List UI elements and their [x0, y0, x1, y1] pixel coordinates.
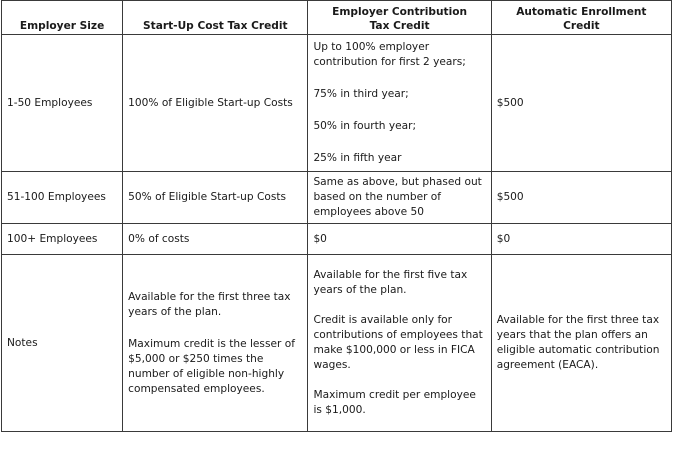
header-startup-credit: Start-Up Cost Tax Credit	[123, 1, 308, 35]
cell-startup-notes	[123, 255, 308, 432]
cell-auto-enrollment: $500	[491, 172, 671, 224]
cell-employer-size: 1-50 Employees	[2, 35, 123, 172]
header-employer-contribution-credit: Employer Contribution Tax Credit	[308, 1, 491, 35]
cell-auto-enrollment: $0	[491, 224, 671, 255]
note-line: Maximum credit is the lesser of $5,000 or $250 times the number of eligible non-highly compensated employees.	[128, 337, 295, 395]
note-line: Available for the first five tax years of the plan.	[313, 269, 468, 296]
table-row	[2, 255, 672, 432]
contribution-line: 50% in fourth year;	[313, 120, 417, 132]
table-row	[2, 35, 672, 172]
cell-notes-label: Notes	[2, 255, 123, 432]
cell-startup-credit: 0% of costs	[123, 224, 308, 255]
cell-startup-credit: 100% of Eligible Start-up Costs	[123, 35, 308, 172]
contribution-line: Up to 100% employer contribution for first 2 years;	[313, 41, 466, 68]
contribution-line: 75% in third year;	[313, 88, 409, 100]
cell-employer-size: 100+ Employees	[2, 224, 123, 255]
cell-employer-size: 51-100 Employees	[2, 172, 123, 224]
header-auto-enrollment-credit: Automatic Enrollment Credit	[491, 1, 671, 35]
cell-contribution-notes	[308, 255, 491, 432]
cell-contribution-credit	[308, 35, 491, 172]
note-line: Available for the first three tax years of the plan.	[128, 290, 291, 318]
cell-auto-enrollment: $500	[491, 35, 671, 172]
cell-startup-credit: 50% of Eligible Start-up Costs	[123, 172, 308, 224]
header-employer-size: Employer Size	[2, 1, 123, 35]
cell-auto-enrollment-notes: Available for the first three tax years that the plan offers an eligible automatic contribution agreement (EACA).	[491, 255, 671, 432]
contribution-line: 25% in fifth year	[313, 152, 402, 164]
note-line: Credit is available only for contributions of employees that make $100,000 or less in FICA wages.	[313, 314, 483, 371]
note-line: Maximum credit per employee is $1,000.	[313, 389, 476, 416]
cell-contribution-credit: $0	[308, 224, 491, 255]
table-row	[2, 172, 672, 224]
header-row	[2, 1, 672, 35]
tax-credit-table	[1, 0, 672, 432]
cell-contribution-credit: Same as above, but phased out based on the number of employees above 50	[308, 172, 491, 224]
table-row	[2, 224, 672, 255]
